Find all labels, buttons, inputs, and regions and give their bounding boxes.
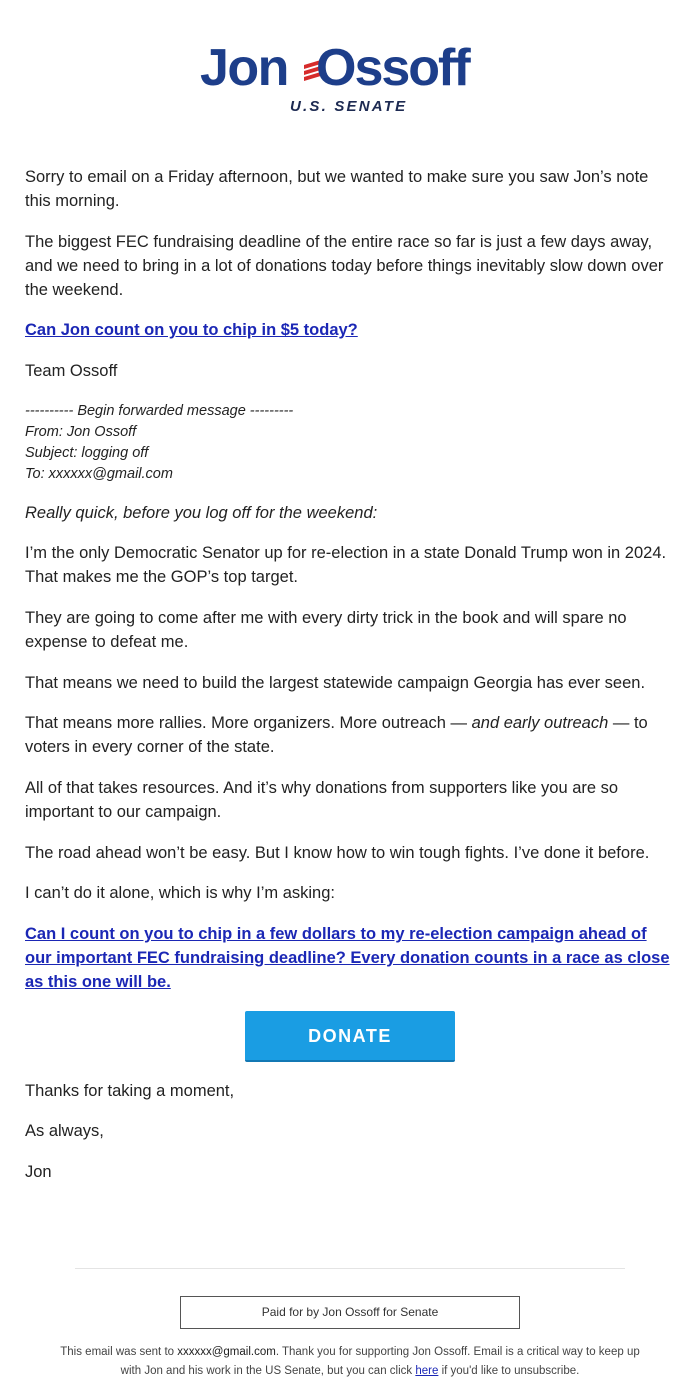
- intro-paragraph-1: Sorry to email on a Friday afternoon, but we wanted to make sure you saw Jon’s note this morning.: [25, 168, 649, 210]
- logo-subtitle: U.S. SENATE: [290, 98, 408, 115]
- logo-wordmark: [200, 38, 500, 98]
- footer-divider: [75, 1268, 625, 1269]
- footer-text: [60, 1343, 640, 1381]
- message-paragraph-3: That means we need to build the largest statewide campaign Georgia has ever seen.: [25, 674, 646, 692]
- logo-last-name: Ossoff: [316, 39, 469, 97]
- jon-ossoff-logo: [200, 38, 500, 120]
- footer-sent-suffix: . Thank you for supporting Jon Ossoff. Email is a critical way to keep up with Jon and his work in the US Senate, but you can click: [120, 1346, 640, 1377]
- p4-emphasis: and early outreach: [471, 714, 609, 732]
- forwarded-begin: ---------- Begin forwarded message ---------: [25, 403, 294, 419]
- intro-cta-paragraph: [25, 318, 675, 342]
- closing-line-2: As always,: [25, 1122, 104, 1140]
- p4-text-b: — to voters in every corner of the state.: [25, 714, 648, 756]
- message-cta-paragraph: [25, 922, 675, 994]
- paid-for-disclaimer: Paid for by Jon Ossoff for Senate: [180, 1296, 520, 1329]
- message-paragraph-2: They are going to come after me with every dirty trick in the book and will spare no expense to defeat me.: [25, 609, 627, 651]
- p4-text-a: That means more rallies. More organizers. More outreach —: [25, 714, 472, 732]
- donate-button[interactable]: DONATE: [245, 1011, 455, 1062]
- forwarded-to: To: xxxxxx@gmail.com: [25, 466, 173, 482]
- message-paragraph-5: All of that takes resources. And it’s why donations from supporters like you are so important to our campaign.: [25, 779, 619, 821]
- chip-in-5-link[interactable]: Can Jon count on you to chip in $5 today?: [25, 321, 358, 339]
- logo-first-name: Jon: [200, 39, 288, 97]
- forwarded-from: From: Jon Ossoff: [25, 424, 137, 440]
- signature: Jon: [25, 1163, 52, 1181]
- unsubscribe-link[interactable]: here: [415, 1365, 439, 1377]
- message-paragraph-1: I’m the only Democratic Senator up for re-election in a state Donald Trump won in 2024. That makes me the GOP’s top target.: [25, 544, 667, 586]
- footer-email: xxxxxx@gmail.com: [177, 1346, 276, 1358]
- chip-in-deadline-link[interactable]: Can I count on you to chip in a few dollars to my re-election campaign ahead of our important FEC fundraising deadline? Every donation counts in a race as close as this one will be.: [25, 925, 670, 991]
- message-opener: Really quick, before you log off for the weekend:: [25, 504, 378, 522]
- intro-paragraph-2: The biggest FEC fundraising deadline of the entire race so far is just a few days away, and we need to bring in a lot of donations today before things inevitably slow down over the weekend.: [25, 233, 664, 299]
- forwarded-header: [25, 401, 675, 485]
- closing-line-1: Thanks for taking a moment,: [25, 1082, 235, 1100]
- footer-unsubscribe-suffix: if you'd like to unsubscribe.: [438, 1365, 580, 1377]
- team-signoff: Team Ossoff: [25, 362, 118, 380]
- forwarded-subject: Subject: logging off: [25, 445, 149, 461]
- email-header: [0, 38, 700, 128]
- message-paragraph-6: The road ahead won’t be easy. But I know how to win tough fights. I’ve done it before.: [25, 844, 650, 862]
- footer-sent-prefix: This email was sent to: [60, 1346, 178, 1358]
- message-paragraph-4: [25, 711, 675, 759]
- message-paragraph-7: I can’t do it alone, which is why I’m asking:: [25, 884, 335, 902]
